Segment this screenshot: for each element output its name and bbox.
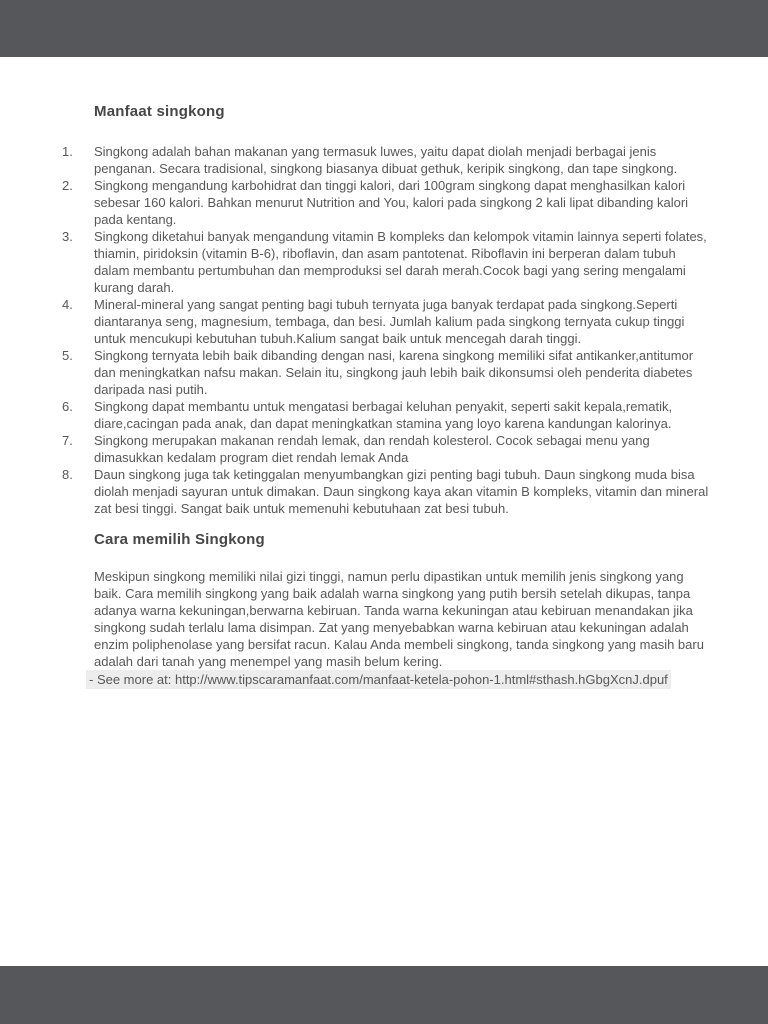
list-item-text: Daun singkong juga tak ketinggalan menyumbangkan gizi penting bagi tubuh. Daun singkong muda bisa diolah menjadi sayuran untuk dimakan. Daun singkong kaya akan vitamin B kompleks, vitamin dan mineral zat besi tinggi. Sangat baik untuk memenuhi kebutuhaan zat besi tubuh.	[94, 467, 709, 516]
list-item-text: Mineral-mineral yang sangat penting bagi tubuh ternyata juga banyak terdapat pada singkong.Seperti diantaranya seng, magnesium, tembaga, dan besi. Jumlah kalium pada singkong ternyata cukup tinggi untuk mencukupi kebutuhan tubuh.Kalium sangat baik untuk mencegah darah tinggi.	[94, 297, 685, 346]
list-item-number: 7.	[62, 433, 73, 448]
list-item	[62, 177, 714, 228]
list-item	[62, 466, 714, 517]
list-item	[62, 432, 714, 466]
list-item-text: Singkong dapat membantu untuk mengatasi berbagai keluhan penyakit, seperti sakit kepala,rematik, diare,cacingan pada anak, dan dapat meningkatkan stamina yang loyo karena kandungan kalorinya.	[94, 399, 673, 431]
list-item-text: Singkong adalah bahan makanan yang termasuk luwes, yaitu dapat diolah menjadi berbagai jenis penganan. Secara tradisional, singkong biasanya dibuat gethuk, keripik singkong, dan tape singkong.	[94, 144, 678, 176]
list-item-number: 2.	[62, 178, 73, 193]
viewer-background-bottom	[0, 966, 768, 1024]
see-more-link[interactable]: - See more at: http://www.tipscaramanfaat.com/manfaat-ketela-pohon-1.html#sthash.hGbgXcnJ.dpuf	[86, 670, 671, 689]
document-page	[0, 57, 768, 966]
list-item	[62, 143, 714, 177]
list-item-text: Singkong mengandung karbohidrat dan tinggi kalori, dari 100gram singkong dapat menghasilkan kalori sebesar 160 kalori. Bahkan menurut Nutrition and You, kalori pada singkong 2 kali lipat dibanding kalori pada kentang.	[94, 178, 689, 227]
benefits-list	[62, 143, 714, 517]
list-item-text: Singkong merupakan makanan rendah lemak, dan rendah kolesterol. Cocok sebagai menu yang dimasukkan kedalam program diet rendah lemak Anda	[94, 433, 650, 465]
list-item-text: Singkong diketahui banyak mengandung vitamin B kompleks dan kelompok vitamin lainnya seperti folates, thiamin, piridoksin (vitamin B-6), riboflavin, dan asam pantotenat. Riboflavin ini berperan dalam tubuh dalam membantu pertumbuhan dan memproduksi sel darah merah.Cocok bagi yang sering mengalami kurang darah.	[94, 229, 707, 295]
list-item-number: 6.	[62, 399, 73, 414]
list-item	[62, 347, 714, 398]
list-item	[62, 398, 714, 432]
list-item-number: 4.	[62, 297, 73, 312]
section-paragraph: Meskipun singkong memiliki nilai gizi tinggi, namun perlu dipastikan untuk memilih jenis singkong yang baik. Cara memilih singkong yang baik adalah warna singkong yang putih bersih setelah dikupas, tanpa adanya warna kekuningan,berwarna kebiruan. Tanda warna kekuningan atau kebiruan menandakan jika singkong sudah terlalu lama disimpan. Zat yang menyebabkan warna kebiruan atau kekuningan adalah enzim poliphenolase yang bersifat racun. Kalau Anda membeli singkong, tanda singkong yang masih baru adalah dari tanah yang menempel yang masih belum kering.	[94, 569, 704, 669]
list-item	[62, 296, 714, 347]
list-item-number: 3.	[62, 229, 73, 244]
section-heading: Cara memilih Singkong	[94, 531, 265, 548]
list-item-number: 8.	[62, 467, 73, 482]
list-item-text: Singkong ternyata lebih baik dibanding dengan nasi, karena singkong memiliki sifat antikanker,antitumor dan meningkatkan nafsu makan. Selain itu, singkong jauh lebih baik dikonsumsi oleh penderita diabetes daripada nasi putih.	[94, 348, 694, 397]
page-title: Manfaat singkong	[94, 103, 225, 120]
list-item-number: 1.	[62, 144, 73, 159]
list-item	[62, 228, 714, 296]
list-item-number: 5.	[62, 348, 73, 363]
viewer-background-top	[0, 0, 768, 57]
